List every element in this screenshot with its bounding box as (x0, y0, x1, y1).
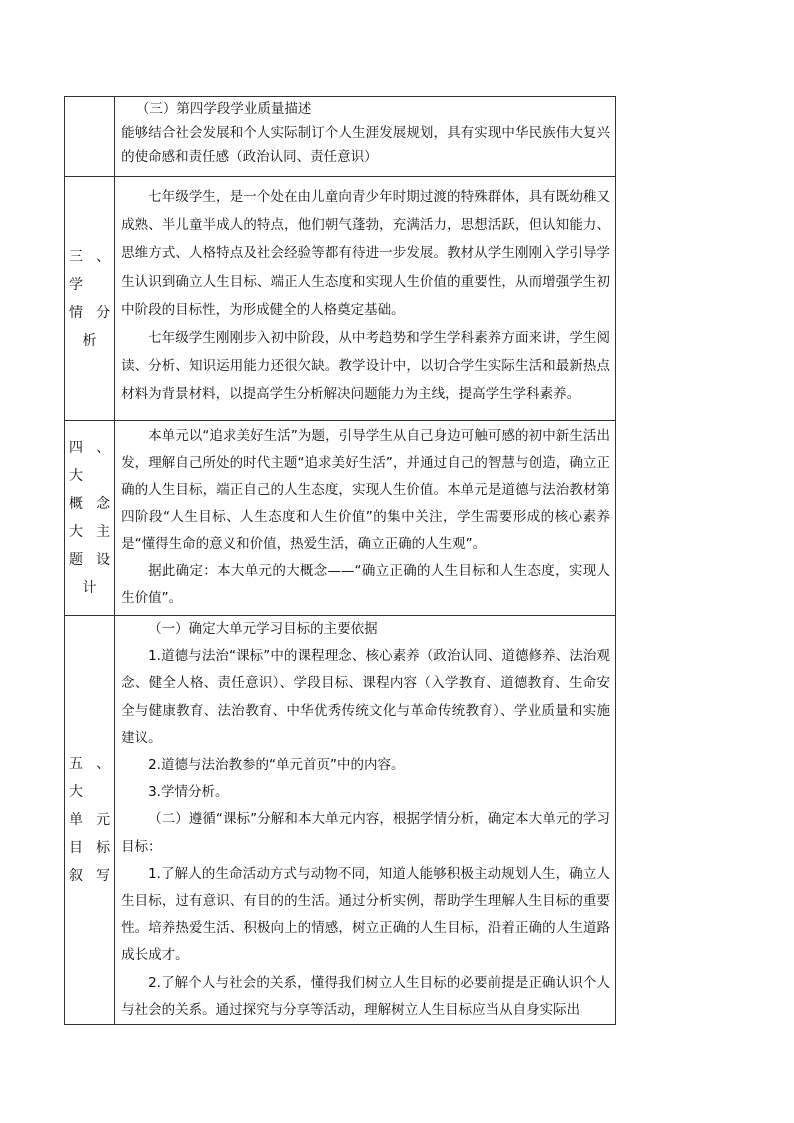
label-line: 三、学 (69, 248, 111, 293)
paragraph: 2.了解个人与社会的关系，懂得我们树立人生目标的必要前提是正确认识个人与社会的关系。通过探究与分享等活动，理解树立人生目标应当从自身实际出 (121, 974, 610, 1018)
row-label-empty (65, 97, 115, 177)
paragraph: 1.道德与法治“课标”中的课程理念、核心素养（政治认同、道德修养、法治观念、健全人格、责任意识）、学段目标、课程内容（入学教育、道德教育、生命安全与健康教育、法治教育、中华优秀传统文化与革命传统教育）、学业质量和实施建议。 (121, 648, 610, 746)
label-line: 五、大 (69, 756, 111, 801)
table-row-unit-goals (65, 616, 616, 1025)
table-row-quality (65, 97, 616, 177)
paragraph: 据此确定：本大单元的大概念——“确立正确的人生目标和人生态度，实现人生价值”。 (121, 563, 610, 606)
paragraph: 能够结合社会发展和个人实际制订个人生涯发展规划，具有实现中华民族伟大复兴 的使命感和责任感（政治认同、责任意识） (121, 125, 610, 165)
label-line: 大 主 (69, 524, 111, 540)
row-body-unit-goals (115, 616, 616, 1025)
label-line: 四、大 (69, 440, 111, 484)
paragraph: 七年级学生，是一个处在由儿童向青少年时期过渡的特殊群体，具有既幼稚又成熟、半儿童半成人的特点，他们朝气蓬勃，充满活力，思想活跃，但认知能力、思维方式、人格特点及社会经验等都有待进一步发展。教材从学生刚刚入学引导学生认识到确立人生目标、端正人生态度和实现人生价值的重要性，从而增强学生初中阶段的目标性，为形成健全的人格奠定基础。 (121, 189, 610, 318)
table-row-learner-analysis (65, 177, 616, 421)
row-body-quality (115, 97, 616, 177)
label-line: 析 (82, 332, 97, 349)
label-line: 目 标 (69, 840, 111, 857)
paragraph: 本单元以“追求美好生活”为题，引导学生从自己身边可触可感的初中新生活出发，理解自己所处的时代主题“追求美好生活”，并通过自己的智慧与创造，确立正确的人生目标，端正自己的人生态度，实现人生价值。本单元是道德与法治教材第四阶段“人生目标、人生态度和人生价值”的集中关注，学生需要形成的核心素养是“懂得生命的意义和价值，热爱生活，确立正确的人生观”。 (121, 428, 610, 552)
paragraph: （二）遵循“课标”分解和本大单元内容，根据学情分析，确定本大单元的学习目标： (121, 811, 610, 855)
label-line: 单 元 (69, 812, 111, 829)
paragraph: 1.了解人的生命活动方式与动物不同，知道人能够积极主动规划人生，确立人生目标，过有意识、有目的的生活。通过分析实例，帮助学生理解人生目标的重要性。培养热爱生活、积极向上的情感，树立正确的人生目标，沿着正确的人生道路成长成才。 (121, 865, 610, 964)
row-body-big-concept (115, 421, 616, 616)
row-label-unit-goals (65, 616, 115, 1025)
paragraph: （三）第四学段学业质量描述 (135, 101, 312, 117)
lesson-plan-table (64, 96, 616, 1025)
table-row-big-concept (65, 421, 616, 616)
paragraph: 3.学情分析。 (148, 784, 229, 801)
paragraph: （一）确定大单元学习目标的主要依据 (148, 621, 378, 637)
label-line: 情 分 (69, 304, 111, 321)
paragraph: 七年级学生刚刚步入初中阶段，从中考趋势和学生学科素养方面来讲，学生阅读、分析、知识运用能力还很欠缺。教学设计中，以切合学生实际生活和最新热点材料为背景材料，以提高学生分析解决问题能力为主线，提高学生学科素养。 (121, 330, 610, 403)
label-line: 概 念 (69, 496, 111, 512)
paragraph: 2.道德与法治教参的“单元首页”中的内容。 (148, 757, 405, 774)
label-line: 叙写 (69, 868, 111, 885)
row-label-big-concept (65, 421, 115, 616)
row-label-learner-analysis (65, 177, 115, 421)
label-line: 计 (82, 580, 97, 596)
label-line: 题 设 (69, 552, 111, 568)
row-body-learner-analysis (115, 177, 616, 421)
